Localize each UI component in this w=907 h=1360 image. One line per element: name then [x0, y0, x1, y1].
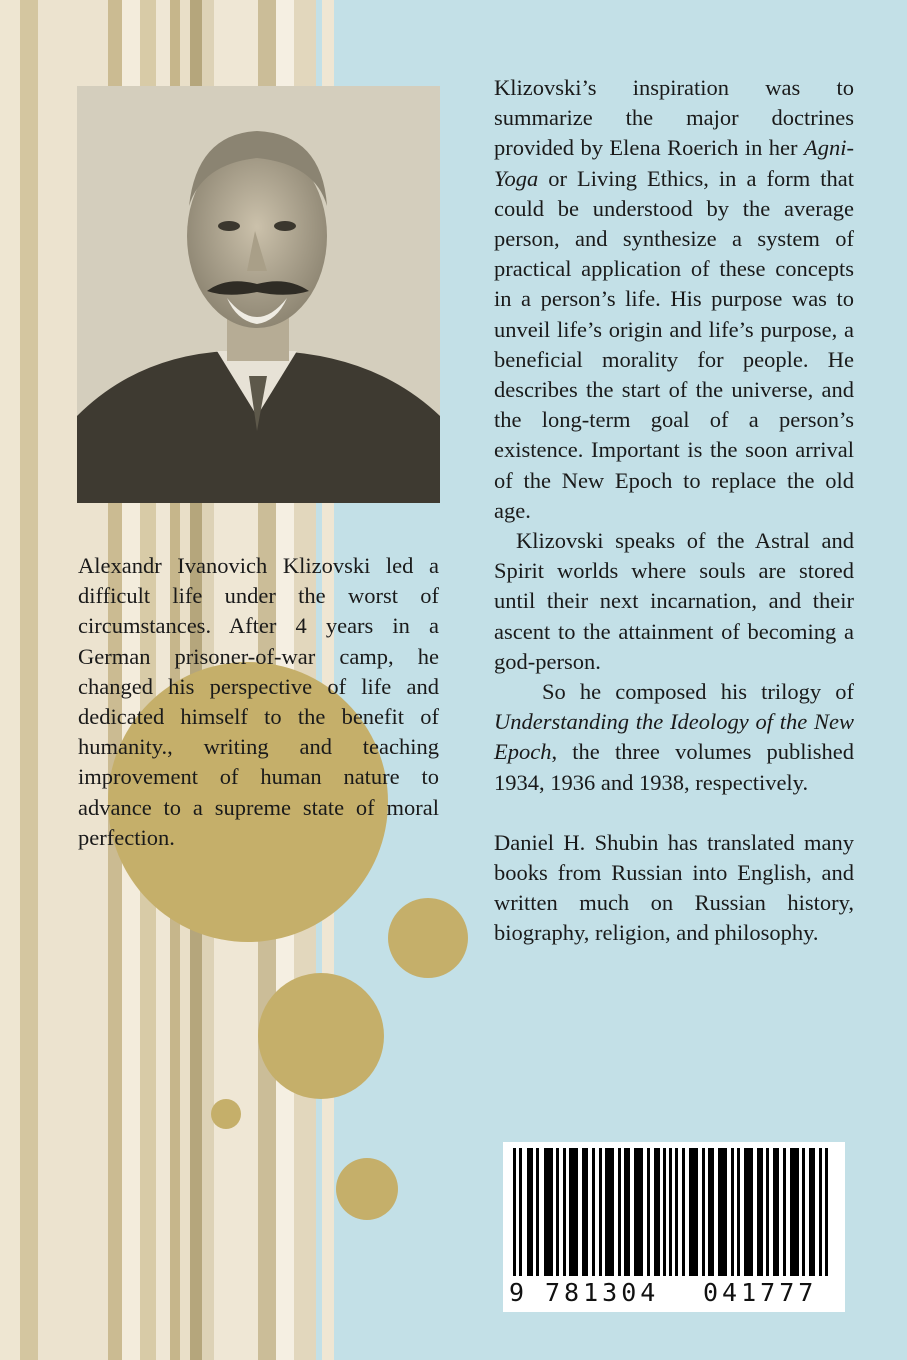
description-paragraph-2: Klizovski speaks of the Astral and Spirit worlds where souls are stored until their next incarnation, and their ascent to the attainment of becoming a god-person. [494, 528, 854, 674]
book-title-italic: Understanding the Ideology of the New Epoch [494, 709, 854, 765]
decorative-circle [388, 898, 468, 978]
isbn-digits [503, 1276, 845, 1308]
description-paragraph-1 [494, 73, 854, 526]
decorative-circle [211, 1099, 241, 1129]
decorative-stripe [20, 0, 38, 1360]
author-portrait-photo [77, 86, 440, 503]
isbn-first-digit: 9 [509, 1278, 525, 1307]
paragraph-text: , the three volumes published 1934, 1936 and 1938, respectively. [494, 739, 854, 795]
author-biography [78, 551, 439, 853]
decorative-stripe [0, 0, 20, 1360]
paragraph-text: Klizovski’s inspiration was to summarize the major doctrines provided by Elena Roerich in her [494, 75, 854, 161]
book-description [494, 73, 854, 949]
decorative-circle [336, 1158, 398, 1220]
isbn-right-digits: 041777 [703, 1278, 818, 1307]
translator-paragraph: Daniel H. Shubin has translated many books from Russian into English, and written much on Russian history, biography, religion, and philosophy. [494, 829, 854, 946]
isbn-barcode [503, 1142, 845, 1312]
decorative-circle [258, 973, 384, 1099]
isbn-left-digits: 781304 [545, 1278, 660, 1307]
portrait-photo-icon [77, 86, 440, 503]
paragraph-text: or Living Ethics, in a form that could be understood by the average person, and synthesize a system of practical application of these concepts in a person’s life. His purpose was to unveil life’s origin and life’s purpose, a beneficial morality for people. He describes the start of the universe, and the long-term goal of a person’s existence. Important is the soon arrival of the New Epoch to replace the old age. [494, 165, 854, 523]
paragraph-text: So he composed his trilogy of [542, 679, 854, 705]
biography-paragraph: Alexandr Ivanovich Klizovski led a difficult life under the worst of circumstances. After 4 years in a German prisoner-of-war camp, he changed his perspective of life and dedicated himself to the benefit of humanity., writing and teaching improvement of human nature to advance to a supreme state of moral perfection. [78, 553, 439, 850]
book-title-italic: Agni-Yoga [494, 135, 854, 191]
description-paragraph-3 [494, 677, 854, 798]
